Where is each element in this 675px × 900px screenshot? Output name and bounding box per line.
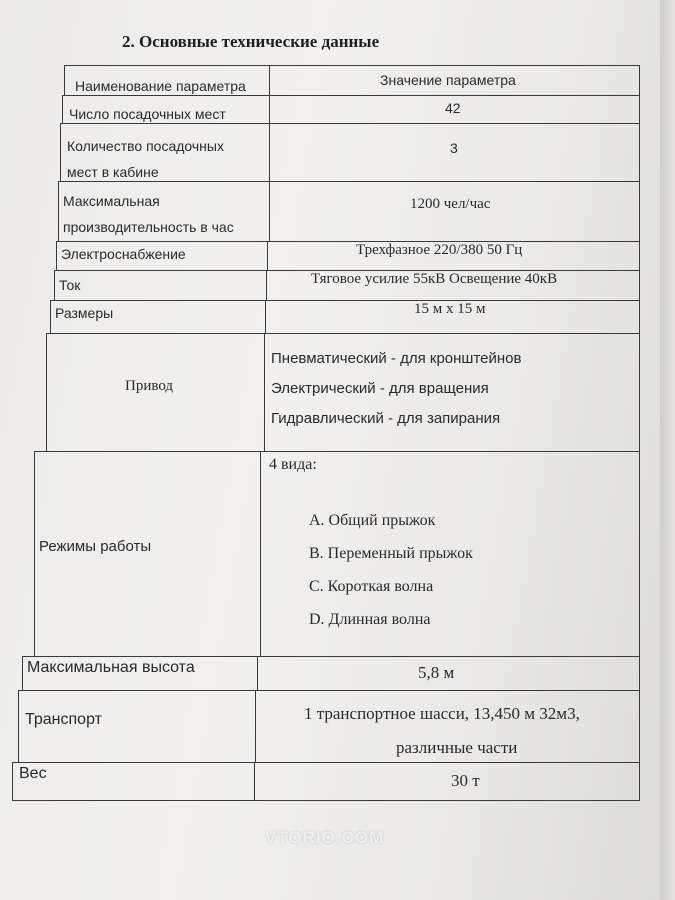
row-capacity-value: 1200 чел/час	[269, 181, 639, 241]
mode-item-d: D. Длинная волна	[309, 611, 431, 629]
row-cabin-value: 3	[269, 123, 639, 181]
row-current-name: Ток	[54, 270, 266, 300]
row-current-value: Тяговое усилие 55кВ Освещение 40кВ	[266, 270, 639, 300]
drive-line-hydraulic: Гидравлический - для запирания	[271, 410, 501, 427]
row-drive-name: Привод	[46, 333, 264, 451]
mode-item-c: C. Короткая волна	[309, 578, 434, 596]
row-cabin-name	[60, 123, 269, 181]
drive-line-electric: Электрический - для вращения	[271, 380, 489, 397]
row-weight-value: 30 т	[254, 762, 639, 800]
transport-line1: 1 транспортное шасси, 13,450 м 32м3,	[304, 704, 580, 723]
row-transport-name: Транспорт	[18, 690, 255, 762]
row-height-name: Максимальная высота	[22, 656, 257, 690]
table-right-border	[639, 65, 640, 801]
row-power-name: Электроснабжение	[56, 241, 267, 270]
table-bottom-border	[12, 800, 640, 801]
watermark: VTORIO.COM	[265, 828, 385, 847]
row-capacity-name-line2: производительность в час	[63, 219, 234, 235]
header-value: Значение параметра	[269, 65, 639, 95]
row-modes-value	[260, 451, 639, 656]
mode-item-b: B. Переменный прыжок	[309, 545, 473, 563]
row-cabin-name-line2: мест в кабине	[67, 164, 159, 180]
row-size-value: 15 м х 15 м	[265, 300, 639, 333]
row-height-value: 5,8 м	[257, 656, 639, 690]
row-capacity-name	[58, 181, 269, 241]
row-transport-value	[255, 690, 639, 762]
row-power-value: Трехфазное 220/380 50 Гц	[267, 241, 639, 270]
mode-item-a: A. Общий прыжок	[309, 512, 436, 530]
row-drive-value	[264, 333, 639, 451]
drive-line-pneumatic: Пневматический - для кронштейнов	[271, 350, 522, 367]
row-weight-name: Вес	[12, 762, 254, 800]
row-seats-name: Число посадочных мест	[62, 95, 269, 123]
page-edge	[660, 0, 675, 900]
row-cabin-name-line1: Количество посадочных	[67, 138, 224, 154]
section-title: 2. Основные технические данные	[122, 32, 380, 51]
transport-line2: различные части	[396, 738, 518, 757]
row-capacity-name-line1: Максимальная	[63, 193, 160, 209]
row-seats-value: 42	[269, 95, 639, 123]
row-modes-name: Режимы работы	[34, 451, 260, 656]
header-param: Наименование параметра	[64, 65, 269, 95]
modes-intro: 4 вида:	[269, 456, 317, 473]
row-size-name: Размеры	[50, 300, 265, 333]
